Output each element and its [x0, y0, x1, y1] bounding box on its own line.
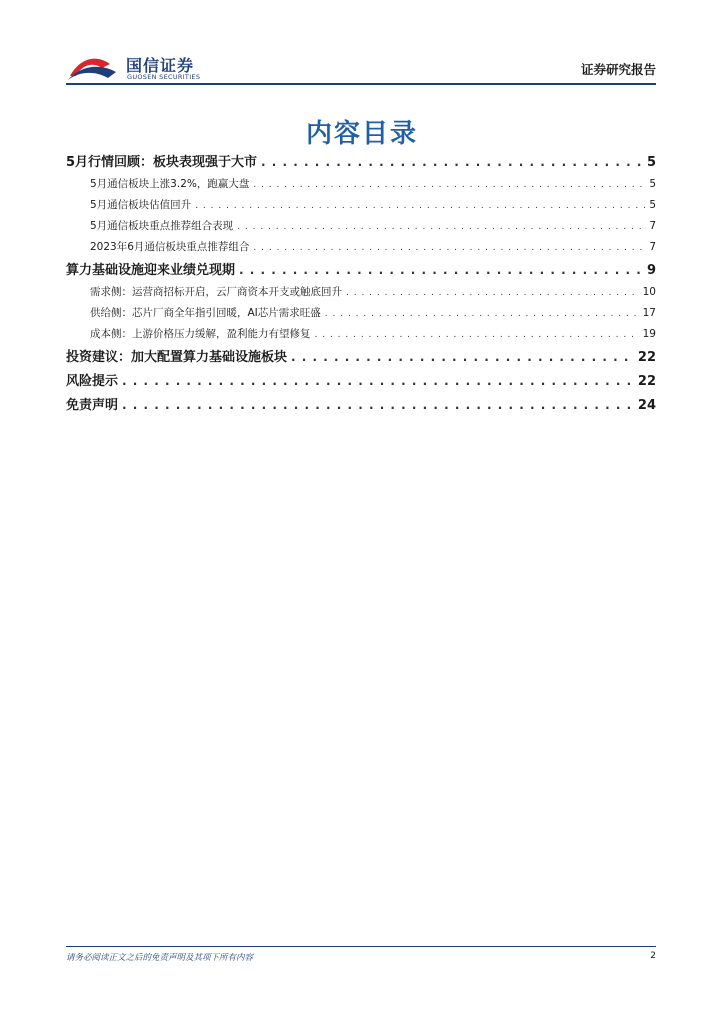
toc-entry-label: 供给侧：芯片厂商全年指引回暖，AI芯片需求旺盛 [90, 307, 321, 319]
toc-entry-page: 19 [642, 328, 656, 340]
toc-entry[interactable] [66, 282, 656, 303]
toc-entry-page: 5 [646, 155, 656, 170]
toc-entry[interactable] [66, 393, 656, 417]
toc-entry[interactable] [66, 369, 656, 393]
disclaimer-note: 请务必阅读正文之后的免责声明及其项下所有内容 [66, 953, 254, 963]
toc-entry[interactable] [66, 195, 656, 216]
page-header [66, 48, 656, 84]
toc-leader [122, 369, 634, 393]
toc-leader [346, 283, 639, 304]
toc-entry-label: 投资建议：加大配置算力基础设施板块 [66, 350, 288, 365]
report-type-label: 证券研究报告 [580, 62, 656, 77]
toc-leader [253, 175, 645, 196]
header-divider [66, 83, 656, 85]
toc-entry[interactable] [66, 150, 656, 174]
toc-entry-label: 5月通信板块估值回升 [90, 199, 192, 211]
toc-leader [122, 393, 634, 417]
toc-entry[interactable] [66, 345, 656, 369]
toc-entry-page: 22 [637, 374, 656, 389]
toc-entry-label: 2023年6月通信板块重点推荐组合 [90, 241, 250, 253]
toc-entry-label: 免责声明 [66, 398, 119, 413]
guosen-logo-icon [66, 50, 126, 84]
toc-entry-label: 成本侧：上游价格压力缓解，盈利能力有望修复 [90, 328, 311, 340]
toc-entry[interactable] [66, 174, 656, 195]
footer-divider [66, 946, 656, 947]
toc-entry[interactable] [66, 216, 656, 237]
toc-entry[interactable] [66, 303, 656, 324]
toc-entry-page: 22 [637, 350, 656, 365]
brand-name-cn: 国信证券 [126, 56, 195, 75]
toc-leader [253, 238, 645, 259]
toc-entry-label: 5月行情回顾：板块表现强于大市 [66, 155, 258, 170]
toc-leader [237, 217, 645, 238]
toc-entry[interactable] [66, 258, 656, 282]
toc-entry[interactable] [66, 324, 656, 345]
toc-entry-page: 7 [649, 241, 656, 253]
toc-leader [195, 196, 645, 217]
toc-title: 内容目录 [305, 119, 418, 149]
toc-leader [239, 258, 643, 282]
toc-entry-page: 24 [637, 398, 656, 413]
toc-entry-label: 算力基础设施迎来业绩兑现期 [66, 263, 236, 278]
toc-entry-label: 需求侧：运营商招标开启，云厂商资本开支或触底回升 [90, 286, 342, 298]
page-number: 2 [650, 951, 656, 961]
table-of-contents [66, 150, 656, 417]
toc-leader [315, 325, 639, 346]
toc-entry-page: 5 [649, 199, 656, 211]
toc-entry-label: 5月通信板块重点推荐组合表现 [90, 220, 234, 232]
toc-leader [261, 150, 643, 174]
toc-entry[interactable] [66, 237, 656, 258]
toc-entry-page: 10 [642, 286, 656, 298]
toc-entry-page: 7 [649, 220, 656, 232]
toc-leader [325, 304, 639, 325]
toc-entry-page: 17 [642, 307, 656, 319]
toc-leader [291, 345, 634, 369]
brand-name-en: GUOSEN SECURITIES [127, 73, 201, 81]
toc-entry-page: 9 [646, 263, 656, 278]
toc-entry-page: 5 [649, 178, 656, 190]
toc-entry-label: 5月通信板块上涨3.2%，跑赢大盘 [90, 178, 250, 190]
toc-entry-label: 风险提示 [66, 374, 119, 389]
